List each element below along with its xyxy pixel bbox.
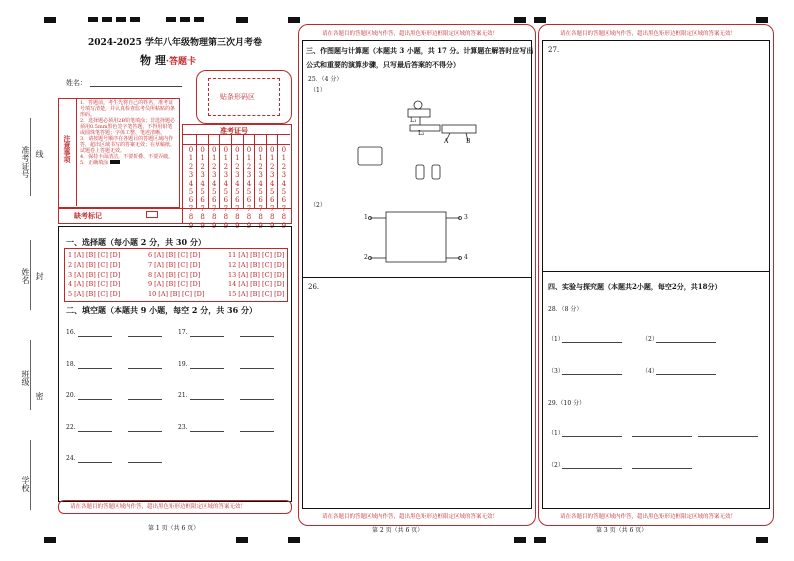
fill-blank[interactable] xyxy=(128,462,162,463)
black-box-diagram xyxy=(360,208,470,268)
fill-blank[interactable] xyxy=(128,336,162,337)
timing-mark xyxy=(102,17,112,22)
ticket-digit-bubble[interactable]: 3 xyxy=(211,171,217,180)
ticket-digit-bubble[interactable]: 9 xyxy=(211,221,217,230)
ticket-digit-bubble[interactable]: 4 xyxy=(269,179,275,188)
ticket-digit-bubble[interactable]: 0 xyxy=(223,146,229,154)
q29-sub1: （1） xyxy=(548,430,564,437)
ticket-digit-bubble[interactable]: 3 xyxy=(188,171,194,180)
corner-marker xyxy=(534,17,546,23)
ticket-digit-bubble[interactable]: 0 xyxy=(258,146,263,154)
ticket-digit-bubble[interactable]: 2 xyxy=(258,162,263,171)
mc-question-number: 8 xyxy=(148,270,153,279)
ticket-digit-bubble[interactable]: 6 xyxy=(200,196,205,205)
note-item: 4．保持卡面清洁，不要折叠、不要弄破。 xyxy=(80,154,174,160)
fill-question-label: 19. xyxy=(178,360,188,368)
mc-question-number: 13 xyxy=(228,270,237,279)
warning-text: 请在各题目的答题区域内作答，超出黑色矩形边框限定区域的答案无效！ xyxy=(560,31,737,37)
fill-blank[interactable] xyxy=(190,336,224,337)
ticket-digit-bubble[interactable]: 4 xyxy=(211,179,217,188)
terminal-2: 2 xyxy=(364,254,368,261)
mc-option-bubbles[interactable]: [A] [B] [C] [D] xyxy=(238,260,285,269)
mc-question-number: 7 xyxy=(148,260,153,269)
ticket-digit-bubble[interactable]: 1 xyxy=(258,154,263,163)
ticket-digit-bubble[interactable]: 8 xyxy=(211,213,217,222)
subject-name: 物 理 xyxy=(140,54,166,67)
label-l2: L₂ xyxy=(418,130,425,137)
q25-sub1: （1） xyxy=(310,87,326,94)
mc-question-row[interactable] xyxy=(228,280,284,288)
ticket-digit-bubble[interactable]: 2 xyxy=(188,162,194,171)
timing-mark xyxy=(88,17,98,22)
ticket-digit-bubble[interactable]: 2 xyxy=(246,162,252,171)
mc-question-row[interactable] xyxy=(68,261,120,269)
fill-question-label: 17. xyxy=(178,329,188,336)
mc-option-bubbles[interactable]: [A] [B] [C] [D] xyxy=(238,290,285,299)
mc-question-row[interactable] xyxy=(148,271,200,279)
q25-label: 25．（4 分） xyxy=(308,76,343,83)
mc-question-row[interactable] xyxy=(228,290,284,298)
corner-marker xyxy=(44,17,56,23)
q26-label: 26. xyxy=(308,283,320,291)
ticket-digit-bubble[interactable]: 1 xyxy=(246,154,252,163)
timing-mark xyxy=(116,17,126,22)
ticket-digit-bubble[interactable]: 5 xyxy=(188,188,194,197)
mc-option-bubbles[interactable]: [A] [B] [C] [D] xyxy=(238,251,285,259)
q28-blank-4[interactable] xyxy=(656,374,716,375)
subject-title xyxy=(140,52,196,68)
ticket-digit-bubble[interactable]: 9 xyxy=(223,221,229,230)
ticket-digit-bubble[interactable]: 1 xyxy=(211,154,217,163)
mc-question-number: 4 xyxy=(68,280,73,289)
ticket-digit-bubble[interactable]: 8 xyxy=(246,213,252,222)
notes-list xyxy=(80,100,176,166)
ticket-digit-bubble[interactable]: 9 xyxy=(281,221,287,230)
label-a: A xyxy=(444,138,449,145)
side-secret-label: 密 xyxy=(35,392,44,400)
corner-marker xyxy=(514,17,526,23)
mc-option-bubbles[interactable]: [A] [B] [C] [D] xyxy=(238,280,285,289)
ticket-digit-bubble[interactable]: 6 xyxy=(269,196,275,205)
ticket-digit-bubble[interactable]: 2 xyxy=(235,162,240,171)
mc-question-number: 6 xyxy=(148,251,153,259)
mc-question-number: 11 xyxy=(228,251,237,259)
warning-text: 请在各题目的答题区域内作答，超出黑色矩形边框限定区域的答案无效！ xyxy=(560,514,737,520)
section3-title-line2: 公式和重要的演算步骤，只写最后答案的不得分） xyxy=(306,60,460,69)
ticket-digit-bubble[interactable]: 3 xyxy=(269,171,275,180)
warning-text: 请在各题目的答题区域内作答，超出黑色矩形边框限定区域的答案无效！ xyxy=(322,31,499,37)
ticket-digit-bubble[interactable]: 1 xyxy=(281,154,287,163)
ticket-digit-bubble[interactable]: 1 xyxy=(223,154,229,163)
mc-question-number: 1 xyxy=(68,251,73,259)
q29-blank-5[interactable] xyxy=(632,468,692,469)
ticket-header-divider xyxy=(182,134,290,135)
ticket-digit-bubble[interactable]: 5 xyxy=(223,188,229,197)
ticket-digit-bubble[interactable]: 8 xyxy=(235,213,240,222)
ticket-digit-bubble[interactable]: 4 xyxy=(200,179,205,188)
mc-question-row[interactable] xyxy=(148,261,200,269)
warning-text: 请在各题目的答题区域内作答，超出黑色矩形边框限定区域的答案无效！ xyxy=(322,514,499,520)
ticket-digit-bubble[interactable]: 8 xyxy=(200,213,205,222)
mc-question-row[interactable] xyxy=(68,280,120,288)
warning-text: 请在各题目的答题区域内作答，超出黑色矩形边框限定区域的答案无效！ xyxy=(70,504,247,510)
ticket-digit-bubble[interactable]: 6 xyxy=(211,196,217,205)
ticket-digit-bubble[interactable]: 9 xyxy=(246,221,252,230)
ticket-digit-bubble[interactable]: 7 xyxy=(269,204,275,213)
ticket-digit-bubble[interactable]: 0 xyxy=(211,146,217,154)
side-underline xyxy=(30,240,31,310)
ticket-digit-bubble[interactable]: 3 xyxy=(235,171,240,180)
ticket-digit-bubble[interactable]: 1 xyxy=(188,154,194,163)
note-item: 3．请按题号顺序在各题目的答题区域内作答，超出区域书写的答案无效；在草稿纸、试题卷上答题无效。 xyxy=(80,136,176,154)
q25-sub2: （2） xyxy=(310,202,326,209)
ticket-digit-bubble[interactable]: 8 xyxy=(269,213,275,222)
side-class-label: 班级 xyxy=(21,370,30,386)
side-underline xyxy=(30,340,31,410)
q28-sub3: （3） xyxy=(548,368,564,375)
ticket-digit-bubble[interactable]: 0 xyxy=(235,146,240,154)
ticket-digit-bubble[interactable]: 7 xyxy=(246,204,252,213)
meter-icon xyxy=(358,147,382,165)
corner-marker xyxy=(756,17,768,23)
ticket-digit-bubble[interactable]: 8 xyxy=(281,213,287,222)
terminal-4: 4 xyxy=(464,254,468,261)
ticket-digit-bubble[interactable]: 4 xyxy=(258,179,263,188)
corner-marker xyxy=(756,537,768,543)
fill-blank[interactable] xyxy=(78,336,112,337)
q29-blank-4[interactable] xyxy=(562,468,622,469)
q29-label: 29.（10 分） xyxy=(548,400,586,407)
corner-marker xyxy=(514,537,526,543)
section2-title: 二、填空题（本题共 9 小题，每空 2 分，共 36 分） xyxy=(66,305,257,315)
q27-label: 27. xyxy=(548,46,560,54)
section4-title: 四、实验与探究题（本题共2小题，每空2分，共18分） xyxy=(548,282,722,291)
mc-question-number: 12 xyxy=(228,260,237,269)
ticket-digit-bubble[interactable]: 6 xyxy=(188,196,194,205)
mc-question-number: 9 xyxy=(148,280,153,289)
q29-blank-3[interactable] xyxy=(698,436,758,437)
fill-blank[interactable] xyxy=(128,399,162,400)
ticket-digit-bubble[interactable]: 5 xyxy=(281,188,287,197)
ticket-digit-bubble[interactable]: 3 xyxy=(281,171,287,180)
timing-mark xyxy=(130,17,140,22)
q28-blank-3[interactable] xyxy=(562,374,622,375)
ticket-digit-bubble[interactable]: 7 xyxy=(223,204,229,213)
ticket-digit-bubble[interactable]: 5 xyxy=(258,188,263,197)
mc-question-row[interactable] xyxy=(68,251,120,259)
note-item: 1．答题前，考生先将自己的姓名，准考证号填写清楚，并认真检查监考员所粘贴的条形码。 xyxy=(80,100,176,118)
ticket-digit-bubble[interactable]: 2 xyxy=(200,162,205,171)
side-ticket-label: 准考证号 xyxy=(21,146,30,178)
ticket-digit-bubble[interactable]: 8 xyxy=(188,213,194,222)
mc-option-bubbles[interactable]: [A] [B] [C] [D] xyxy=(154,280,201,289)
label-l1: L₁ xyxy=(410,117,417,124)
mc-question-number: 2 xyxy=(68,260,73,269)
fill-question-label: 24. xyxy=(66,455,76,462)
fill-blank[interactable] xyxy=(78,368,112,369)
q28-sub1: （1） xyxy=(548,336,564,343)
fill-blank[interactable] xyxy=(240,368,274,369)
side-line-label: 线 xyxy=(35,150,44,158)
page-title: 2024-2025 学年八年级物理第三次月考卷 xyxy=(88,38,262,48)
corner-marker xyxy=(288,17,300,23)
mc-option-bubbles[interactable]: [A] [B] [C] [D] xyxy=(74,251,121,259)
ticket-digit-bubble[interactable]: 9 xyxy=(258,221,263,230)
ticket-digit-bubble[interactable]: 5 xyxy=(246,188,252,197)
ticket-digit-bubble[interactable]: 7 xyxy=(281,204,287,213)
side-underline xyxy=(30,118,31,196)
corner-marker xyxy=(236,537,248,543)
ticket-digit-bubble[interactable]: 2 xyxy=(269,162,275,171)
corner-marker xyxy=(236,17,248,23)
ticket-digit-bubble[interactable]: 4 xyxy=(281,179,287,188)
name-label: 姓名： xyxy=(66,79,87,87)
barcode-label: 贴条形码区 xyxy=(220,93,255,101)
ticket-digit-bubble[interactable]: 0 xyxy=(200,146,205,154)
mc-question-number: 14 xyxy=(228,280,237,289)
ticket-digit-bubble[interactable]: 6 xyxy=(235,196,240,205)
ticket-digit-bubble[interactable]: 5 xyxy=(200,188,205,197)
ticket-entry-row xyxy=(182,144,290,145)
mc-option-bubbles[interactable]: [A] [B] [C] [D] xyxy=(74,280,121,289)
ticket-digit-bubble[interactable]: 6 xyxy=(281,196,287,205)
timing-mark xyxy=(194,17,204,22)
ticket-digit-bubble[interactable]: 7 xyxy=(200,204,205,213)
ticket-digit-bubble[interactable]: 7 xyxy=(188,204,194,213)
name-field[interactable] xyxy=(90,86,182,87)
fill-blank[interactable] xyxy=(78,462,112,463)
fill-blank[interactable] xyxy=(128,368,162,369)
mc-question-row[interactable] xyxy=(148,251,200,259)
ticket-digit-bubble[interactable]: 4 xyxy=(246,179,252,188)
note-item: 2．选择题必须用2B铅笔填涂；非选择题必须用0.5mm黑色签字笔答题，不得用铅笔或圆珠笔答题；字体工整、笔迹清晰。 xyxy=(80,118,176,136)
answer-area-26[interactable] xyxy=(302,276,532,509)
absent-checkbox[interactable] xyxy=(146,211,158,218)
side-school-label: 学校 xyxy=(21,476,30,492)
timing-mark xyxy=(180,17,190,22)
ticket-digit-bubble[interactable]: 3 xyxy=(223,171,229,180)
label-b: B xyxy=(466,138,471,145)
ticket-digit-bubble[interactable]: 0 xyxy=(269,146,275,154)
ticket-digit-bubble[interactable]: 5 xyxy=(235,188,240,197)
bulb-l1-icon xyxy=(414,101,422,109)
fill-question-label: 16. xyxy=(66,329,76,336)
ticket-digit-bubble[interactable]: 4 xyxy=(223,179,229,188)
ticket-digit-bubble[interactable]: 6 xyxy=(223,196,229,205)
terminal-3: 3 xyxy=(464,214,468,221)
ticket-digit-bubble[interactable]: 9 xyxy=(235,221,240,230)
ticket-digit-bubble[interactable]: 2 xyxy=(223,162,229,171)
mc-option-bubbles[interactable]: [A] [B] [C] [D] xyxy=(238,270,285,279)
ticket-digit-bubble[interactable]: 7 xyxy=(211,204,217,213)
notes-heading: 注意事项 xyxy=(63,135,72,163)
ticket-digit-bubble[interactable]: 9 xyxy=(188,221,194,230)
answer-area-27[interactable] xyxy=(542,40,770,272)
ticket-digit-bubble[interactable]: 6 xyxy=(246,196,252,205)
mc-question-number: 15 xyxy=(228,290,237,299)
fill-question-label: 23. xyxy=(178,423,188,431)
fill-blank[interactable] xyxy=(78,431,112,432)
circuit-diagram xyxy=(350,95,480,185)
section3-title-line1: 三、作图题与计算题（本题共 3 小题，共 17 分。计算题在解答时应写出 xyxy=(306,46,534,55)
q28-blank-2[interactable] xyxy=(656,342,716,343)
mc-question-row[interactable] xyxy=(68,271,120,279)
q28-sub4: （4） xyxy=(642,368,658,375)
notes-divider xyxy=(76,98,77,206)
ticket-digit-bubble[interactable]: 7 xyxy=(258,204,263,213)
ticket-digit-bubble[interactable]: 5 xyxy=(211,188,217,197)
ticket-digit-bubble[interactable]: 2 xyxy=(281,162,287,171)
mc-question-row[interactable] xyxy=(148,280,200,288)
ticket-digit-bubble[interactable]: 5 xyxy=(269,188,275,197)
ticket-digit-bubble[interactable]: 3 xyxy=(246,171,252,180)
corner-marker xyxy=(44,537,56,543)
ticket-digit-bubble[interactable]: 4 xyxy=(235,179,240,188)
fill-blank[interactable] xyxy=(128,431,162,432)
ticket-digit-bubble[interactable]: 3 xyxy=(200,171,205,180)
ticket-digit-bubble[interactable]: 4 xyxy=(188,179,194,188)
filled-sample-icon xyxy=(110,160,120,164)
fill-blank[interactable] xyxy=(78,399,112,400)
page-footer: 第 1 页（共 6 页） xyxy=(148,525,200,532)
ticket-digit-bubble[interactable]: 9 xyxy=(200,221,205,230)
ticket-digit-bubble[interactable]: 3 xyxy=(258,171,263,180)
ticket-digit-bubble[interactable]: 8 xyxy=(223,213,229,222)
fill-question-label: 22. xyxy=(66,423,76,431)
mc-option-bubbles[interactable]: [A] [B] [C] [D] xyxy=(74,290,121,299)
q28-blank-1[interactable] xyxy=(562,342,622,343)
fill-blank[interactable] xyxy=(190,368,224,369)
mc-option-bubbles[interactable]: [A] [B] [C] [D] xyxy=(154,270,201,279)
mc-question-row[interactable] xyxy=(228,261,284,269)
battery-icon xyxy=(432,165,440,179)
ticket-digit-bubble[interactable]: 1 xyxy=(200,154,205,163)
mc-option-bubbles[interactable]: [A] [B] [C] [D] xyxy=(74,270,121,279)
mc-option-bubbles[interactable]: [A] [B] [C] [D] xyxy=(74,260,121,269)
battery-icon xyxy=(416,165,424,179)
fill-blank[interactable] xyxy=(190,399,224,400)
section1-title: 一、选择题（每小题 2 分，共 30 分） xyxy=(66,237,206,247)
mc-question-row[interactable] xyxy=(228,271,284,279)
fill-blank[interactable] xyxy=(240,399,274,400)
timing-mark xyxy=(166,17,176,22)
side-underline xyxy=(30,440,31,510)
q29-blank-2[interactable] xyxy=(632,436,692,437)
ticket-digit-bubble[interactable]: 6 xyxy=(258,196,263,205)
note-item: 5．正确填涂 xyxy=(80,160,176,166)
absent-label: 缺考标记 xyxy=(74,211,102,220)
terminal-1: 1 xyxy=(364,214,368,221)
mc-question-number: 3 xyxy=(68,270,73,279)
fill-blank[interactable] xyxy=(190,431,224,432)
mc-question-number: 5 xyxy=(68,290,73,299)
ticket-digit-bubble[interactable]: 8 xyxy=(258,213,263,222)
ticket-digit-bubble[interactable]: 1 xyxy=(235,154,240,163)
ticket-label: 准考证号 xyxy=(220,126,248,135)
mc-option-bubbles[interactable]: [A] [B] [C] [D] xyxy=(154,251,201,259)
ticket-digit-bubble[interactable]: 1 xyxy=(269,154,275,163)
q29-blank-1[interactable] xyxy=(562,436,622,437)
mc-question-row[interactable] xyxy=(68,290,120,298)
mc-option-bubbles[interactable]: [A] [B] [C] [D] xyxy=(154,260,201,269)
ticket-digit-bubble[interactable]: 0 xyxy=(246,146,252,154)
subject-suffix: ·答题卡 xyxy=(165,57,196,67)
side-seal-label: 封 xyxy=(35,272,44,280)
mc-question-row[interactable] xyxy=(228,251,284,259)
ticket-digit-bubble[interactable]: 7 xyxy=(235,204,240,213)
fill-question-label: 18. xyxy=(66,360,76,368)
side-name-label: 姓名 xyxy=(21,268,30,284)
mc-question-row[interactable] xyxy=(148,290,204,298)
corner-marker xyxy=(288,537,300,543)
ticket-digit-bubble[interactable]: 0 xyxy=(281,146,287,154)
mc-question-number: 10 xyxy=(148,290,157,299)
q28-sub2: （2） xyxy=(642,336,658,343)
corner-marker xyxy=(534,537,546,543)
page-footer: 第 3 页（共 6 页） xyxy=(596,527,648,534)
q28-label: 28．（8 分） xyxy=(548,306,583,313)
fill-blank[interactable] xyxy=(240,431,274,432)
ticket-digit-bubble[interactable]: 2 xyxy=(211,162,217,171)
ticket-digit-bubble[interactable]: 9 xyxy=(269,221,275,230)
fill-question-label: 20. xyxy=(66,392,76,399)
mc-option-bubbles[interactable]: [A] [B] [C] [D] xyxy=(158,290,205,299)
ticket-digit-bubble[interactable]: 0 xyxy=(188,146,194,154)
q29-sub2: （2） xyxy=(548,462,564,469)
fill-question-label: 21. xyxy=(178,392,188,399)
fill-blank[interactable] xyxy=(240,336,274,337)
page-footer: 第 2 页（共 6 页） xyxy=(372,527,424,534)
